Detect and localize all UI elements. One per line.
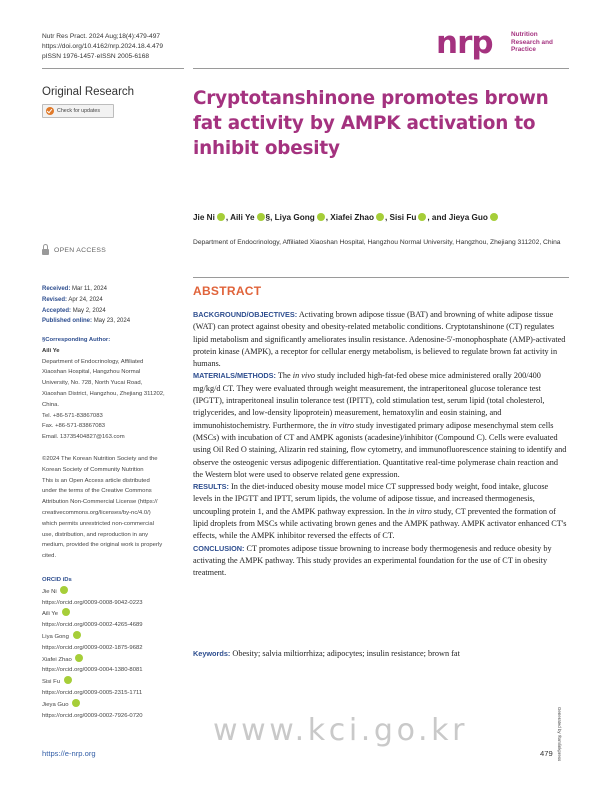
doi-link[interactable]: https://doi.org/10.4162/nrp.2024.18.4.479 bbox=[42, 43, 163, 50]
orcid-list bbox=[42, 575, 187, 721]
corresponding-email[interactable]: Email. 13735404827@163.com bbox=[42, 434, 125, 441]
orcid-icon[interactable] bbox=[418, 213, 426, 221]
orcid-url[interactable]: https://orcid.org/0009-0005-2315-1711 bbox=[42, 689, 143, 696]
list-item: Xiafei Zhao bbox=[42, 654, 187, 666]
list-item: Jie Ni bbox=[42, 586, 187, 598]
header-rule-right bbox=[193, 68, 569, 69]
issn-line: pISSN 1976-1457·eISSN 2005-6168 bbox=[42, 53, 150, 60]
logo-wordmark: Nutrition Research and Practice bbox=[511, 31, 553, 54]
orcid-url[interactable]: https://orcid.org/0009-0008-9042-0223 bbox=[42, 599, 143, 606]
open-access-label: OPEN ACCESS bbox=[42, 245, 106, 255]
orcid-url[interactable]: https://orcid.org/0009-0002-7926-0720 bbox=[42, 712, 143, 719]
orcid-icon[interactable] bbox=[60, 586, 68, 594]
keywords-text: Obesity; salvia miltiorrhiza; adipocytes; insulin resistance; brown fat bbox=[232, 649, 460, 658]
orcid-icon[interactable] bbox=[75, 654, 83, 662]
corresponding-heading: §Corresponding Author: bbox=[42, 337, 111, 343]
orcid-icon[interactable] bbox=[317, 213, 325, 221]
background-text: Activating brown adipose tissue (BAT) and browning of white adipose tissue (WAT) can protect against obesity and obesity-related metabolic conditions. Cryptotanshinone (CT) regulates lipid metabolism and significantly ameliorates insulin resistance. Adenosine-5'-monophosphate (AMP)-activated protein kinase (AMPK), a receptor for cellular energy metabolism, is believed to regulate brown fat activity in humans. bbox=[193, 310, 566, 369]
list-item: Liya Gong bbox=[42, 631, 187, 643]
list-item: Aili Ye bbox=[42, 608, 187, 620]
check-updates-label: Check for updates bbox=[57, 108, 100, 114]
list-item: Jieya Guo bbox=[42, 699, 187, 711]
orcid-icon[interactable] bbox=[257, 213, 265, 221]
journal-logo bbox=[436, 25, 576, 62]
author-name: Jie Ni bbox=[193, 213, 215, 222]
orcid-icon[interactable] bbox=[73, 631, 81, 639]
journal-citation: Nutr Res Pract. 2024 Aug;18(4):479-497 bbox=[42, 33, 161, 40]
conclusion-label: CONCLUSION: bbox=[193, 543, 245, 553]
orcid-url[interactable]: https://orcid.org/0009-0002-4265-4689 bbox=[42, 622, 143, 629]
article-type: Original Research bbox=[42, 86, 135, 98]
logo-letters: nrp bbox=[436, 25, 493, 61]
author-name: Xiafei Zhao bbox=[330, 213, 374, 222]
header-rule-left bbox=[42, 68, 184, 69]
orcid-url[interactable]: https://orcid.org/0009-0004-1380-8081 bbox=[42, 667, 143, 674]
corresponding-mark: § bbox=[265, 213, 271, 222]
date-received: Received: Mar 11, 2024 bbox=[42, 286, 107, 292]
orcid-icon[interactable] bbox=[64, 676, 72, 684]
watermark: www.kci.go.kr bbox=[213, 713, 469, 748]
check-updates-icon bbox=[46, 107, 54, 115]
author-name: Aili Ye bbox=[230, 213, 255, 222]
orcid-heading: ORCID iDs bbox=[42, 577, 72, 583]
date-accepted: Accepted: May 2, 2024 bbox=[42, 307, 106, 314]
background-label: BACKGROUND/OBJECTIVES: bbox=[193, 310, 298, 319]
conclusion-text: CT promotes adipose tissue browning to increase body thermogenesis and reduce obesity by activating the AMPK pathway. This study provides an experimental foundation for the use of CT in obesity treatment. bbox=[193, 543, 552, 578]
orcid-url[interactable]: https://orcid.org/0009-0002-1875-9682 bbox=[42, 644, 143, 651]
author-and: and bbox=[431, 213, 447, 222]
date-revised: Revised: Apr 24, 2024 bbox=[42, 296, 103, 303]
list-item: Sisi Fu bbox=[42, 676, 187, 688]
footer-link[interactable]: https://e-nrp.org bbox=[42, 749, 96, 758]
abstract-heading: ABSTRACT bbox=[193, 284, 262, 298]
generated-by: Generated by ®xmlinkpress bbox=[557, 707, 562, 762]
methods-label: MATERIALS/METHODS: bbox=[193, 371, 276, 381]
abstract-rule bbox=[193, 277, 569, 278]
orcid-icon[interactable] bbox=[490, 213, 498, 221]
keywords-label: Keywords: bbox=[193, 649, 231, 658]
orcid-icon[interactable] bbox=[376, 213, 384, 221]
abstract-body: BACKGROUND/OBJECTIVES: Activating brown adipose tissue (BAT) and browning of white adipose tissue (WAT) can protect against obesity and obesity-related metabolic conditions. Cryptotanshinone (CT) regulates lipid metabolism and significantly ameliorates insulin resistance. Adenosine-5'-monophosphate (AMP)-activated protein kinase (AMPK), a receptor for cellular energy metabolism, is believed to regulate brown fat activity in humans. MATERIALS/METHODS: The in vivo study included high-fat-fed obese mice administered orally 200/400 mg/kg/d CT. They were evaluated through weight measurement, the intraperitoneal glucose tolerance test (IPGTT), intraperitoneal insulin tolerance test (IPITT), cold stimulation test, serum lipid (total cholesterol, triglycerides, and low-density lipoprotein) measurement, hematoxylin and eosin staining, and immunohistochemistry. Furthermore, the in vitro study investigated primary adipose mesenchymal stem cells (MSCs) with incubation of CT and AMPK agonists (acadesine)/inhibitor (Compound C). Cells were evaluated using Oil Red O staining, Alizarin red staining, flow cytometry, and immunofluorescence staining to identify and observe the osteogenic versus adipogenic differentiation. Quantitative real-time polymerase chain reaction and the Western blot were used to observe related gene expression. RESULTS: In the diet-induced obesity mouse model mice CT suppressed body weight, food intake, glucose levels in the IPGTT and IPTT, serum lipids, the volume of adipose tissue, and increased thermogenesis, uncoupling protein 1, and the AMPK pathway expression. In the in vitro study, CT prevented the formation of lipid droplets from MSCs while activating brown genes and the AMPK pathway. AMPK activator enhanced CT's effects, while the AMPK inhibitor reversed the effects of CT. CONCLUSION: CT promotes adipose tissue browning to increase body thermogenesis and reduce obesity by activating the AMPK pathway. This study provides an experimental foundation for the use of CT in obesity treatment. bbox=[193, 310, 567, 578]
open-lock-icon bbox=[42, 249, 49, 255]
orcid-icon[interactable] bbox=[72, 699, 80, 707]
results-label: RESULTS: bbox=[193, 482, 229, 492]
keywords bbox=[193, 649, 569, 658]
author-name: Jieya Guo bbox=[448, 213, 488, 222]
article-title: Cryptotanshinone promotes brown fat activity by AMPK activation to inhibit obesity bbox=[193, 88, 549, 159]
copyright-notice: ©2024 The Korean Nutrition Society and the Korean Society of Community Nutrition This is an Open Access article distributed under the terms of the Creative Commons Attribution Non-Commercial License (https:// creativecommons.org/licenses/by-nc/4.0/) which permits unrestricted non-commercial use, distribution, and reproduction in any medium, provided the original work is properly cited. bbox=[42, 456, 163, 560]
page-number: 479 bbox=[540, 749, 553, 758]
date-published: Published online: May 23, 2024 bbox=[42, 318, 131, 325]
check-for-updates-button[interactable] bbox=[42, 104, 114, 118]
author-name: Sisi Fu bbox=[389, 213, 417, 222]
article-dates bbox=[42, 284, 182, 327]
author-name: Liya Gong bbox=[274, 213, 315, 222]
orcid-icon[interactable] bbox=[62, 608, 70, 616]
corresponding-author: §Corresponding Author: Aili Ye Department of Endocrinology, Affiliated Xiaoshan Hospital, Hangzhou Normal University, No. 728, North Yucai Road, Xiaoshan District, Hangzhou, Zhejiang 311202, China. Tel. +86-571-83867083 Fax. +86-571-83867083 Email. 13735404827@163.com bbox=[42, 335, 187, 443]
corresponding-name: Aili Ye bbox=[42, 347, 60, 354]
orcid-icon[interactable] bbox=[217, 213, 225, 221]
affiliation: Department of Endocrinology, Affiliated Xiaoshan Hospital, Hangzhou Normal University, Hangzhou, Zhejiang 311202, China bbox=[193, 239, 561, 246]
author-list: Jie Ni , Aili Ye §, Liya Gong , Xiafei Zhao , Sisi Fu , and Jieya Guo bbox=[193, 213, 563, 222]
